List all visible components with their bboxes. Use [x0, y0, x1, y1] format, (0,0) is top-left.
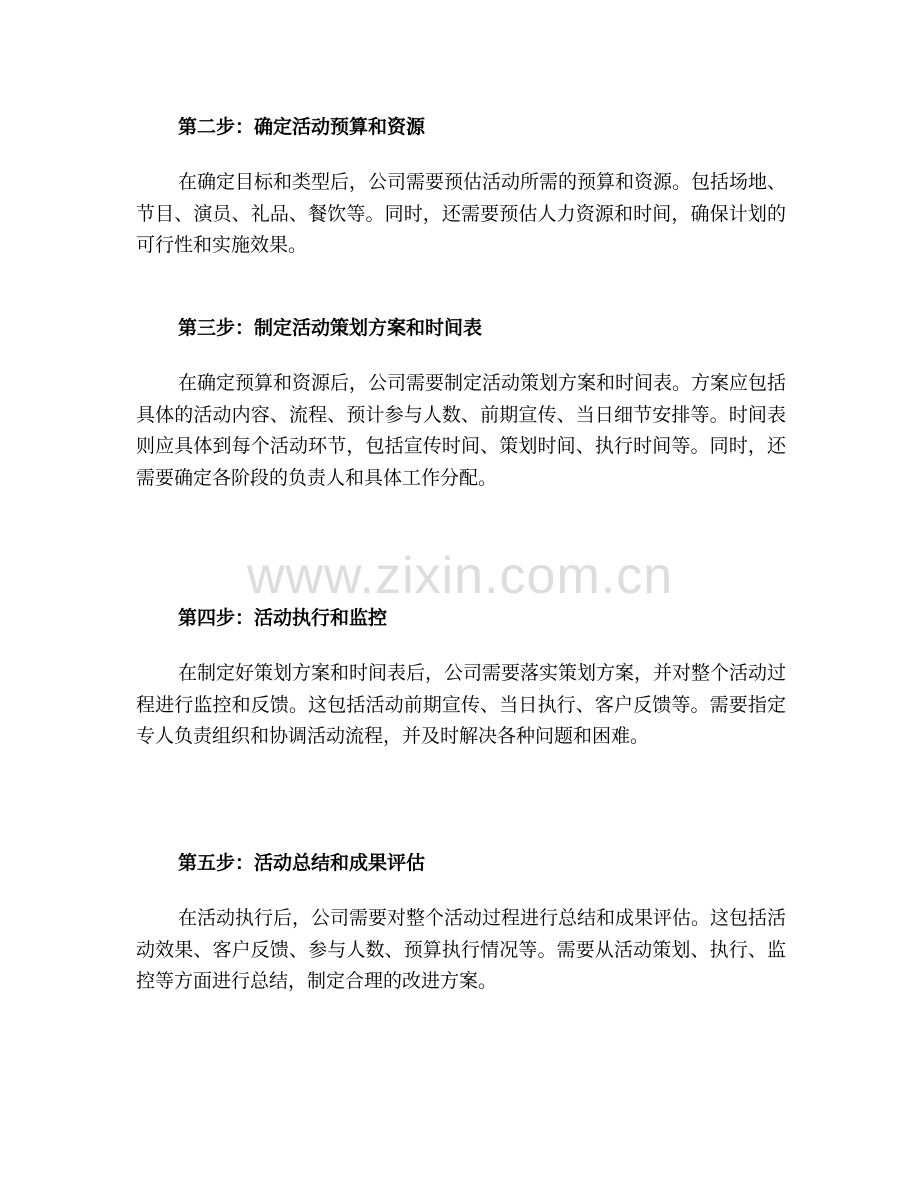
section-paragraph: 在活动执行后，公司需要对整个活动过程进行总结和成果评估。这包括活动效果、客户反馈、参与人数、预算执行情况等。需要从活动策划、执行、监控等方面进行总结，制定合理的改进方案。 — [136, 907, 787, 992]
section-heading: 第三步：制定活动策划方案和时间表 — [178, 317, 483, 339]
section-heading: 第五步：活动总结和成果评估 — [178, 852, 426, 874]
section-paragraph: 在确定目标和类型后，公司需要预估活动所需的预算和资源。包括场地、节目、演员、礼品、餐饮等。同时，还需要预估人力资源和时间，确保计划的可行性和实施效果。 — [136, 171, 787, 256]
section-step-3 — [136, 313, 786, 494]
watermark: www.zixin.com.cn — [246, 547, 674, 605]
section-heading: 第四步：活动执行和监控 — [178, 607, 388, 629]
section-paragraph: 在确定预算和资源后，公司需要制定活动策划方案和时间表。方案应包括具体的活动内容、流程、预计参与人数、前期宣传、当日细节安排等。时间表则应具体到每个活动环节，包括宣传时间、策划时间、执行时间等。同时，还需要确定各阶段的负责人和具体工作分配。 — [136, 372, 787, 489]
section-step-2 — [136, 112, 786, 262]
section-step-4 — [136, 603, 786, 753]
section-step-5 — [136, 848, 786, 998]
section-paragraph: 在制定好策划方案和时间表后，公司需要落实策划方案，并对整个活动过程进行监控和反馈。这包括活动前期宣传、当日执行、客户反馈等。需要指定专人负责组织和协调活动流程，并及时解决各种问题和困难。 — [136, 662, 787, 747]
section-heading: 第二步：确定活动预算和资源 — [178, 116, 426, 138]
